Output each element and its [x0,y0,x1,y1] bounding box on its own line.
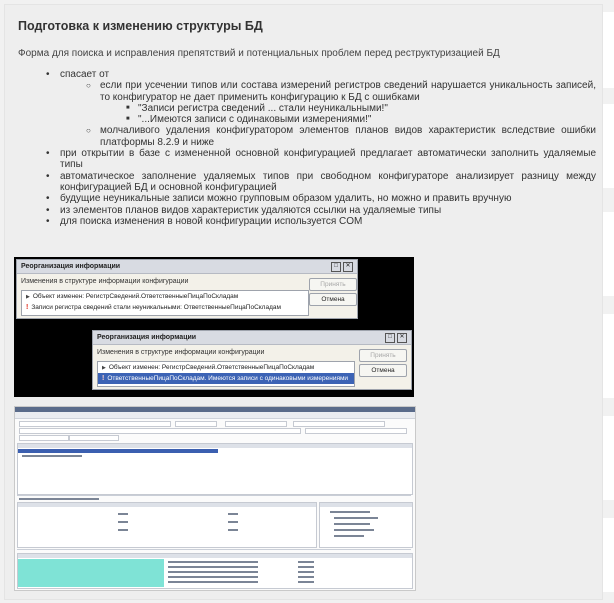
list-item-text: "...Имеются записи с одинаковыми измерениями!" [138,114,372,126]
close-icon[interactable]: ✕ [397,333,407,343]
form-field[interactable] [293,421,385,427]
warning-icon: ! [102,375,105,382]
dialog-titlebar [93,331,411,345]
list-item-text: автоматическое заполнение удаляемых типов при свободном конфигураторе анализирует разницу между конфигурацией БД и основной конфигурацией [60,170,596,193]
cell [168,571,258,573]
close-icon[interactable]: ✕ [343,262,353,272]
duplicates-table[interactable] [17,553,413,589]
row-text: Записи регистра сведений стали неуникальными: ОтветственныеПицаПоСкладам [31,304,281,311]
cell [228,529,238,531]
list-item [18,125,596,148]
row-text: Объект изменен: РегистрСведений.ОтветственныеПицаПоСкладам [108,364,315,371]
list-row-selected[interactable] [98,373,354,384]
list-item-text: для поиска изменения в новой конфигурации используется COM [60,215,363,227]
list-item-text: из элементов планов видов характеристик удаляются ссылки на удаляемые типы [60,204,442,216]
maximize-icon[interactable]: □ [385,333,395,343]
accept-button[interactable]: Принять [359,349,407,362]
screenshot-reorganization-dialogs [14,257,414,397]
form-field[interactable] [175,421,217,427]
cell [298,566,314,568]
cell [168,581,258,583]
list-item [18,103,596,114]
list-item [18,205,596,216]
types-panel[interactable] [17,443,413,495]
expand-triangle-icon[interactable]: ▶ [26,294,30,300]
row-text [22,455,82,457]
cell [168,566,258,568]
tree-header [320,503,412,507]
list-item-text: молчаливого удаления конфигуратором элементов планов видов характеристик вследствие ошибки платформы 8.2.9 и ниже [100,125,596,148]
form-field[interactable] [305,428,407,434]
dialog-titlebar [17,260,357,274]
cell [298,571,314,573]
tree-item [330,511,370,513]
list-item [18,193,596,204]
form-field[interactable] [225,421,287,427]
tab-button[interactable] [69,435,119,441]
tree-item [334,535,364,537]
reorganization-dialog [16,259,358,319]
cell [228,521,238,523]
feature-list [18,69,596,227]
list-row[interactable] [22,291,308,302]
cell [118,521,128,523]
list-item-text: спасает от [60,69,110,80]
elements-table[interactable] [17,502,317,548]
table-header [18,503,316,507]
list-row[interactable] [22,302,308,313]
list-item [18,114,596,125]
divider [17,495,411,496]
selected-row[interactable] [18,449,218,453]
dialog-subtitle: Изменения в структуре информации конфигурации [97,349,265,356]
list-item [18,80,596,125]
list-row[interactable] [98,362,354,373]
accept-button[interactable]: Принять [309,278,357,291]
tab-button[interactable] [19,435,69,441]
form-field[interactable] [19,421,171,427]
cell [118,513,128,515]
divider [17,549,411,550]
window-menubar [15,412,415,419]
cell [298,561,314,563]
list-item-text: если при усечении типов или состава измерений регистров сведений нарушается уникальность записей, то конфигуратор не дает применить конфигурацию к БД с ошибками [100,80,596,103]
warning-icon: ! [26,304,29,311]
changes-list[interactable] [21,290,309,316]
cancel-button[interactable]: Отмена [359,364,407,377]
table-header [18,554,412,558]
expand-triangle-icon[interactable]: ▶ [102,365,106,371]
list-item-text: при открытии в базе с измененной основной конфигурацией предлагает автоматически заполнить удаляемые типы [60,148,596,171]
cancel-button[interactable]: Отмена [309,293,357,306]
tree-item [334,517,378,519]
list-item [18,69,596,148]
dialog-title: Реорганизация информации [21,263,121,270]
list-item-text: будущие неуникальные записи можно групповым образом удалить, но можно и править вручную [60,193,512,205]
screenshot-processing-form [14,406,416,591]
tree-item [334,529,374,531]
article-title: Подготовка к изменению структуры БД [18,19,263,33]
tree-item [334,523,370,525]
cell [168,576,258,578]
dialog-title: Реорганизация информации [97,334,197,341]
section-label [19,498,99,500]
dialog-subtitle: Изменения в структуре информации конфигурации [21,278,189,285]
details-tree[interactable] [319,502,413,548]
list-item [18,171,596,194]
cell [298,576,314,578]
row-text: ОтветственныеПицаПоСкладам. Имеются записи с одинаковыми измерениями [107,375,349,382]
reorganization-dialog [92,330,412,390]
panel-header [18,444,412,448]
maximize-icon[interactable]: □ [331,262,341,272]
list-item-text: "Записи регистра сведений ... стали неуникальными!" [138,102,388,114]
form-field[interactable] [19,428,301,434]
list-item [18,216,596,227]
cell [168,561,258,563]
list-item [18,148,596,171]
cell [118,529,128,531]
cell [228,513,238,515]
row-text: Объект изменен: РегистрСведений.ОтветственныеПицаПоСкладам [32,293,239,300]
cell [298,581,314,583]
article-intro: Форма для поиска и исправления препятствий и потенциальных проблем перед реструктуризацией БД [18,48,500,59]
changes-list[interactable] [97,361,355,387]
highlighted-column [18,559,164,587]
